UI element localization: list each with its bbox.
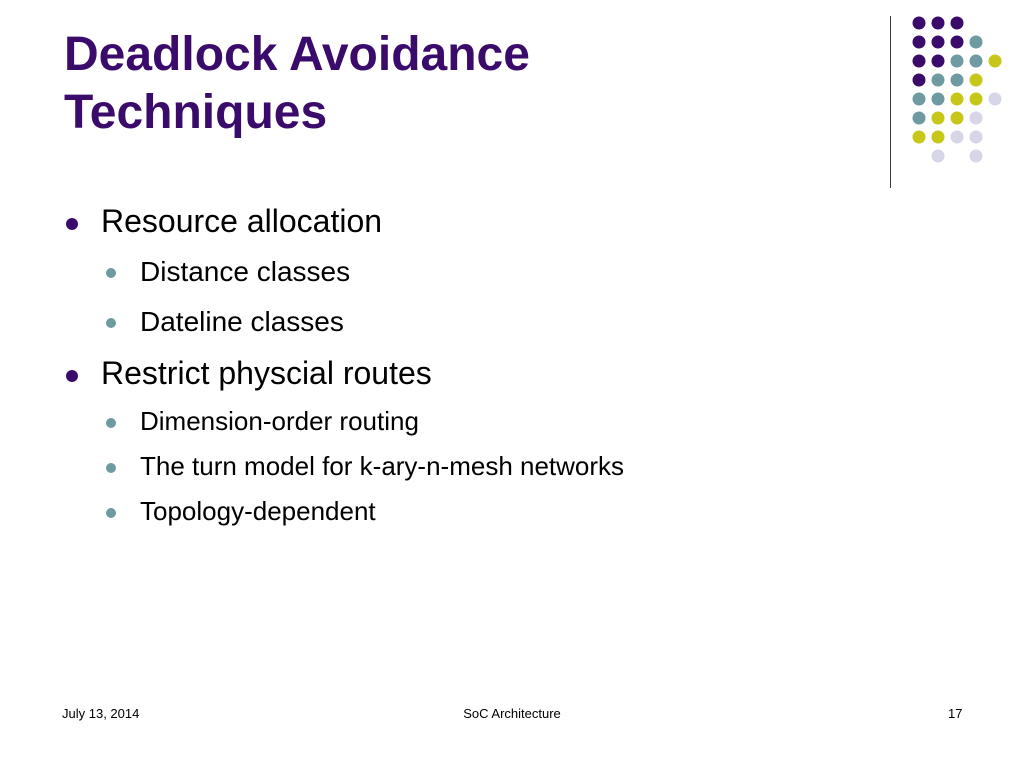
footer-title: SoC Architecture <box>463 706 561 721</box>
title-line-2: Techniques <box>64 86 328 139</box>
bullet-dot-icon <box>66 370 78 382</box>
sub-bullet-item <box>140 495 376 527</box>
bullet-item <box>101 202 382 240</box>
sub-bullet-dot-icon <box>106 508 116 518</box>
sub-bullet-item <box>140 450 624 482</box>
bullet-item <box>101 354 432 392</box>
title-line-1: Deadlock Avoidance <box>64 28 530 81</box>
sub-bullet-dot-icon <box>106 268 116 278</box>
bullet-text: Resource allocation <box>101 203 383 239</box>
sub-bullet-text: The turn model for k-ary-n-mesh networks <box>140 451 625 481</box>
bullet-dot-icon <box>66 218 78 230</box>
sub-bullet-item <box>140 405 419 437</box>
sub-bullet-dot-icon <box>106 418 116 428</box>
sub-bullet-item <box>140 255 350 289</box>
sub-bullet-dot-icon <box>106 463 116 473</box>
sub-bullet-text: Distance classes <box>140 256 351 287</box>
footer-date: July 13, 2014 <box>62 706 140 721</box>
sub-bullet-text: Dimension-order routing <box>140 406 419 436</box>
page-number: 17 <box>948 706 963 721</box>
sub-bullet-dot-icon <box>106 318 116 328</box>
bullet-text: Restrict physcial routes <box>101 355 432 391</box>
sub-bullet-text: Topology-dependent <box>140 496 376 526</box>
sub-bullet-item <box>140 305 344 339</box>
sub-bullet-text: Dateline classes <box>140 306 344 337</box>
